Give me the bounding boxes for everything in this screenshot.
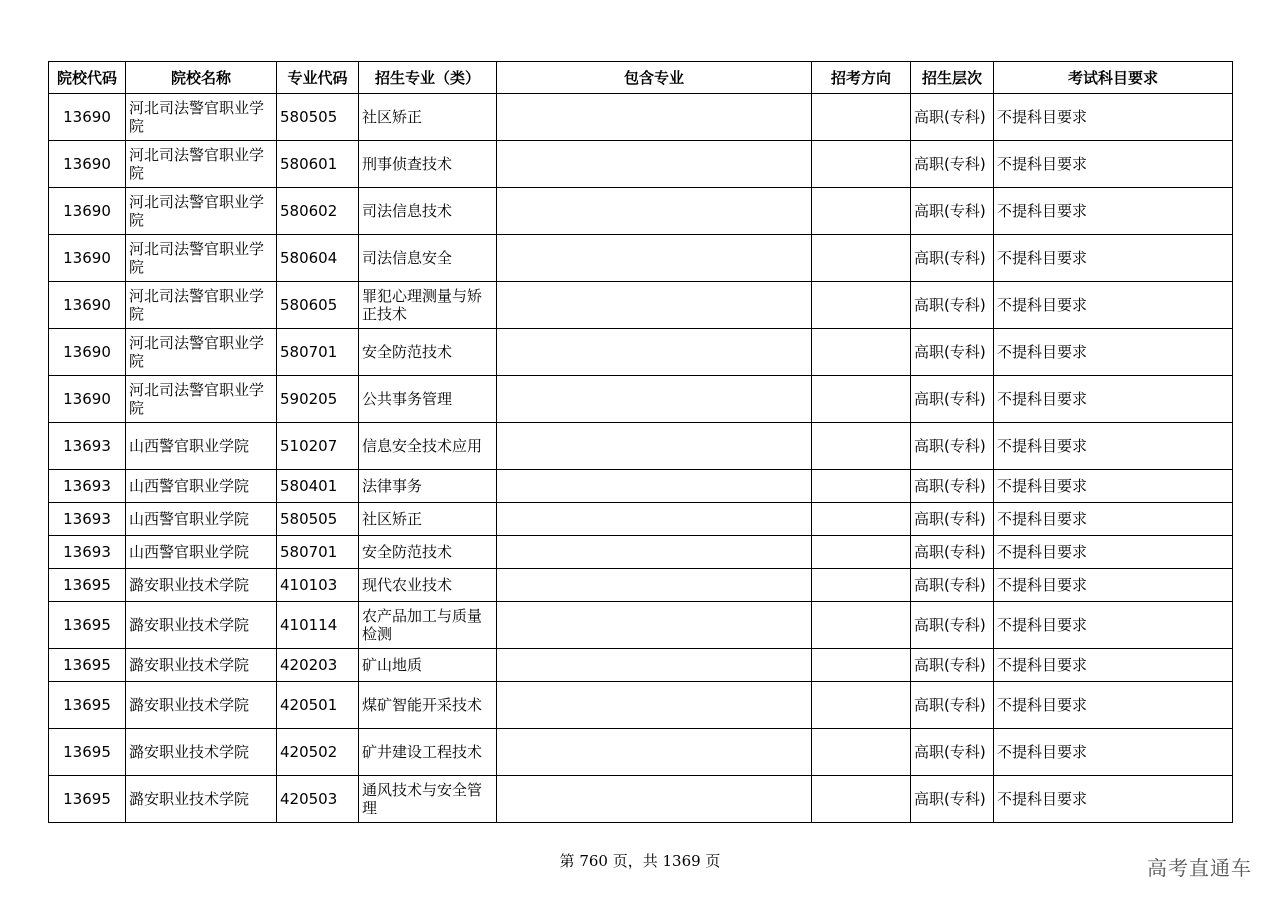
cell-included-majors bbox=[497, 141, 812, 188]
cell-included-majors bbox=[497, 235, 812, 282]
cell-major-code: 410114 bbox=[277, 602, 359, 649]
cell-level: 高职(专科) bbox=[911, 470, 994, 503]
cell-major-code: 580505 bbox=[277, 503, 359, 536]
cell-included-majors bbox=[497, 470, 812, 503]
cell-subject-requirement: 不提科目要求 bbox=[994, 94, 1233, 141]
cell-included-majors bbox=[497, 329, 812, 376]
cell-direction bbox=[812, 536, 911, 569]
header-major: 招生专业（类） bbox=[359, 62, 497, 94]
cell-level: 高职(专科) bbox=[911, 569, 994, 602]
table-row bbox=[49, 235, 1233, 282]
cell-direction bbox=[812, 776, 911, 823]
cell-school-code: 13695 bbox=[49, 776, 126, 823]
cell-school-code: 13695 bbox=[49, 729, 126, 776]
cell-included-majors bbox=[497, 536, 812, 569]
cell-major: 社区矫正 bbox=[359, 503, 497, 536]
table-row bbox=[49, 470, 1233, 503]
cell-major-code: 580701 bbox=[277, 536, 359, 569]
cell-school-code: 13690 bbox=[49, 141, 126, 188]
cell-level: 高职(专科) bbox=[911, 503, 994, 536]
cell-school-code: 13690 bbox=[49, 235, 126, 282]
table-row bbox=[49, 188, 1233, 235]
cell-school-code: 13695 bbox=[49, 569, 126, 602]
cell-level: 高职(专科) bbox=[911, 94, 994, 141]
cell-school-name: 潞安职业技术学院 bbox=[126, 729, 277, 776]
cell-major: 矿山地质 bbox=[359, 649, 497, 682]
table-row bbox=[49, 776, 1233, 823]
table-body bbox=[49, 94, 1233, 823]
cell-included-majors bbox=[497, 682, 812, 729]
cell-school-name: 河北司法警官职业学院 bbox=[126, 94, 277, 141]
cell-school-name: 潞安职业技术学院 bbox=[126, 602, 277, 649]
cell-level: 高职(专科) bbox=[911, 423, 994, 470]
cell-major-code: 420203 bbox=[277, 649, 359, 682]
cell-direction bbox=[812, 329, 911, 376]
cell-major-code: 580701 bbox=[277, 329, 359, 376]
cell-school-name: 河北司法警官职业学院 bbox=[126, 282, 277, 329]
table-row bbox=[49, 141, 1233, 188]
cell-major: 法律事务 bbox=[359, 470, 497, 503]
header-included-majors: 包含专业 bbox=[497, 62, 812, 94]
cell-major-code: 420503 bbox=[277, 776, 359, 823]
cell-subject-requirement: 不提科目要求 bbox=[994, 329, 1233, 376]
cell-subject-requirement: 不提科目要求 bbox=[994, 423, 1233, 470]
table-row bbox=[49, 729, 1233, 776]
cell-major: 安全防范技术 bbox=[359, 329, 497, 376]
cell-subject-requirement: 不提科目要求 bbox=[994, 141, 1233, 188]
cell-subject-requirement: 不提科目要求 bbox=[994, 649, 1233, 682]
cell-subject-requirement: 不提科目要求 bbox=[994, 729, 1233, 776]
cell-major-code: 420502 bbox=[277, 729, 359, 776]
cell-major: 司法信息安全 bbox=[359, 235, 497, 282]
cell-school-name: 山西警官职业学院 bbox=[126, 423, 277, 470]
cell-direction bbox=[812, 376, 911, 423]
cell-included-majors bbox=[497, 188, 812, 235]
cell-school-code: 13690 bbox=[49, 188, 126, 235]
cell-major-code: 580605 bbox=[277, 282, 359, 329]
cell-school-name: 山西警官职业学院 bbox=[126, 536, 277, 569]
cell-school-name: 潞安职业技术学院 bbox=[126, 649, 277, 682]
cell-major: 现代农业技术 bbox=[359, 569, 497, 602]
cell-subject-requirement: 不提科目要求 bbox=[994, 776, 1233, 823]
cell-major-code: 590205 bbox=[277, 376, 359, 423]
cell-major: 信息安全技术应用 bbox=[359, 423, 497, 470]
cell-school-name: 潞安职业技术学院 bbox=[126, 682, 277, 729]
cell-included-majors bbox=[497, 94, 812, 141]
table-row bbox=[49, 282, 1233, 329]
cell-major: 社区矫正 bbox=[359, 94, 497, 141]
cell-direction bbox=[812, 235, 911, 282]
cell-subject-requirement: 不提科目要求 bbox=[994, 282, 1233, 329]
cell-subject-requirement: 不提科目要求 bbox=[994, 602, 1233, 649]
cell-major: 通风技术与安全管理 bbox=[359, 776, 497, 823]
cell-major: 司法信息技术 bbox=[359, 188, 497, 235]
cell-major-code: 580602 bbox=[277, 188, 359, 235]
cell-school-name: 河北司法警官职业学院 bbox=[126, 235, 277, 282]
cell-direction bbox=[812, 729, 911, 776]
table-row bbox=[49, 376, 1233, 423]
table-row bbox=[49, 94, 1233, 141]
cell-direction bbox=[812, 682, 911, 729]
cell-level: 高职(专科) bbox=[911, 141, 994, 188]
header-subject-requirement: 考试科目要求 bbox=[994, 62, 1233, 94]
cell-school-code: 13695 bbox=[49, 649, 126, 682]
cell-major-code: 580505 bbox=[277, 94, 359, 141]
header-level: 招生层次 bbox=[911, 62, 994, 94]
header-school-code: 院校代码 bbox=[49, 62, 126, 94]
cell-included-majors bbox=[497, 729, 812, 776]
table-row bbox=[49, 569, 1233, 602]
cell-school-code: 13693 bbox=[49, 470, 126, 503]
cell-level: 高职(专科) bbox=[911, 329, 994, 376]
header-school-name: 院校名称 bbox=[126, 62, 277, 94]
cell-subject-requirement: 不提科目要求 bbox=[994, 235, 1233, 282]
table-row bbox=[49, 329, 1233, 376]
cell-level: 高职(专科) bbox=[911, 729, 994, 776]
cell-direction bbox=[812, 569, 911, 602]
cell-included-majors bbox=[497, 569, 812, 602]
cell-direction bbox=[812, 649, 911, 682]
cell-level: 高职(专科) bbox=[911, 536, 994, 569]
admissions-table bbox=[48, 61, 1233, 823]
cell-major-code: 510207 bbox=[277, 423, 359, 470]
cell-major-code: 580604 bbox=[277, 235, 359, 282]
cell-major: 刑事侦查技术 bbox=[359, 141, 497, 188]
cell-school-code: 13690 bbox=[49, 329, 126, 376]
cell-major: 安全防范技术 bbox=[359, 536, 497, 569]
cell-included-majors bbox=[497, 503, 812, 536]
cell-level: 高职(专科) bbox=[911, 282, 994, 329]
cell-direction bbox=[812, 94, 911, 141]
cell-subject-requirement: 不提科目要求 bbox=[994, 536, 1233, 569]
cell-school-name: 山西警官职业学院 bbox=[126, 470, 277, 503]
cell-level: 高职(专科) bbox=[911, 235, 994, 282]
page-number: 第 760 页，共 1369 页 bbox=[559, 852, 721, 870]
cell-school-code: 13693 bbox=[49, 423, 126, 470]
cell-included-majors bbox=[497, 602, 812, 649]
cell-major: 罪犯心理测量与矫正技术 bbox=[359, 282, 497, 329]
cell-major-code: 420501 bbox=[277, 682, 359, 729]
cell-school-code: 13690 bbox=[49, 376, 126, 423]
table-row bbox=[49, 423, 1233, 470]
cell-level: 高职(专科) bbox=[911, 682, 994, 729]
cell-school-code: 13690 bbox=[49, 94, 126, 141]
cell-included-majors bbox=[497, 376, 812, 423]
cell-school-name: 河北司法警官职业学院 bbox=[126, 376, 277, 423]
cell-level: 高职(专科) bbox=[911, 188, 994, 235]
cell-subject-requirement: 不提科目要求 bbox=[994, 376, 1233, 423]
header-major-code: 专业代码 bbox=[277, 62, 359, 94]
cell-school-code: 13693 bbox=[49, 536, 126, 569]
cell-direction bbox=[812, 188, 911, 235]
cell-school-name: 潞安职业技术学院 bbox=[126, 776, 277, 823]
cell-major: 公共事务管理 bbox=[359, 376, 497, 423]
cell-school-name: 河北司法警官职业学院 bbox=[126, 141, 277, 188]
table-row bbox=[49, 536, 1233, 569]
cell-major: 煤矿智能开采技术 bbox=[359, 682, 497, 729]
cell-level: 高职(专科) bbox=[911, 649, 994, 682]
cell-school-name: 潞安职业技术学院 bbox=[126, 569, 277, 602]
cell-subject-requirement: 不提科目要求 bbox=[994, 682, 1233, 729]
table-row bbox=[49, 682, 1233, 729]
cell-direction bbox=[812, 602, 911, 649]
cell-subject-requirement: 不提科目要求 bbox=[994, 569, 1233, 602]
cell-direction bbox=[812, 423, 911, 470]
cell-subject-requirement: 不提科目要求 bbox=[994, 188, 1233, 235]
cell-school-name: 河北司法警官职业学院 bbox=[126, 188, 277, 235]
cell-direction bbox=[812, 282, 911, 329]
cell-level: 高职(专科) bbox=[911, 602, 994, 649]
cell-level: 高职(专科) bbox=[911, 776, 994, 823]
watermark: 高考直通车 bbox=[1147, 856, 1252, 880]
cell-school-code: 13690 bbox=[49, 282, 126, 329]
cell-included-majors bbox=[497, 282, 812, 329]
cell-major: 农产品加工与质量检测 bbox=[359, 602, 497, 649]
cell-subject-requirement: 不提科目要求 bbox=[994, 470, 1233, 503]
cell-school-name: 河北司法警官职业学院 bbox=[126, 329, 277, 376]
cell-school-code: 13695 bbox=[49, 602, 126, 649]
cell-major-code: 580601 bbox=[277, 141, 359, 188]
cell-school-name: 山西警官职业学院 bbox=[126, 503, 277, 536]
cell-direction bbox=[812, 470, 911, 503]
header-direction: 招考方向 bbox=[812, 62, 911, 94]
cell-school-code: 13693 bbox=[49, 503, 126, 536]
table-row bbox=[49, 602, 1233, 649]
cell-major: 矿井建设工程技术 bbox=[359, 729, 497, 776]
cell-included-majors bbox=[497, 649, 812, 682]
cell-major-code: 410103 bbox=[277, 569, 359, 602]
cell-subject-requirement: 不提科目要求 bbox=[994, 503, 1233, 536]
table-row bbox=[49, 649, 1233, 682]
cell-direction bbox=[812, 141, 911, 188]
table-row bbox=[49, 503, 1233, 536]
cell-school-code: 13695 bbox=[49, 682, 126, 729]
cell-level: 高职(专科) bbox=[911, 376, 994, 423]
cell-direction bbox=[812, 503, 911, 536]
cell-major-code: 580401 bbox=[277, 470, 359, 503]
cell-included-majors bbox=[497, 423, 812, 470]
cell-included-majors bbox=[497, 776, 812, 823]
header-row bbox=[49, 62, 1233, 94]
